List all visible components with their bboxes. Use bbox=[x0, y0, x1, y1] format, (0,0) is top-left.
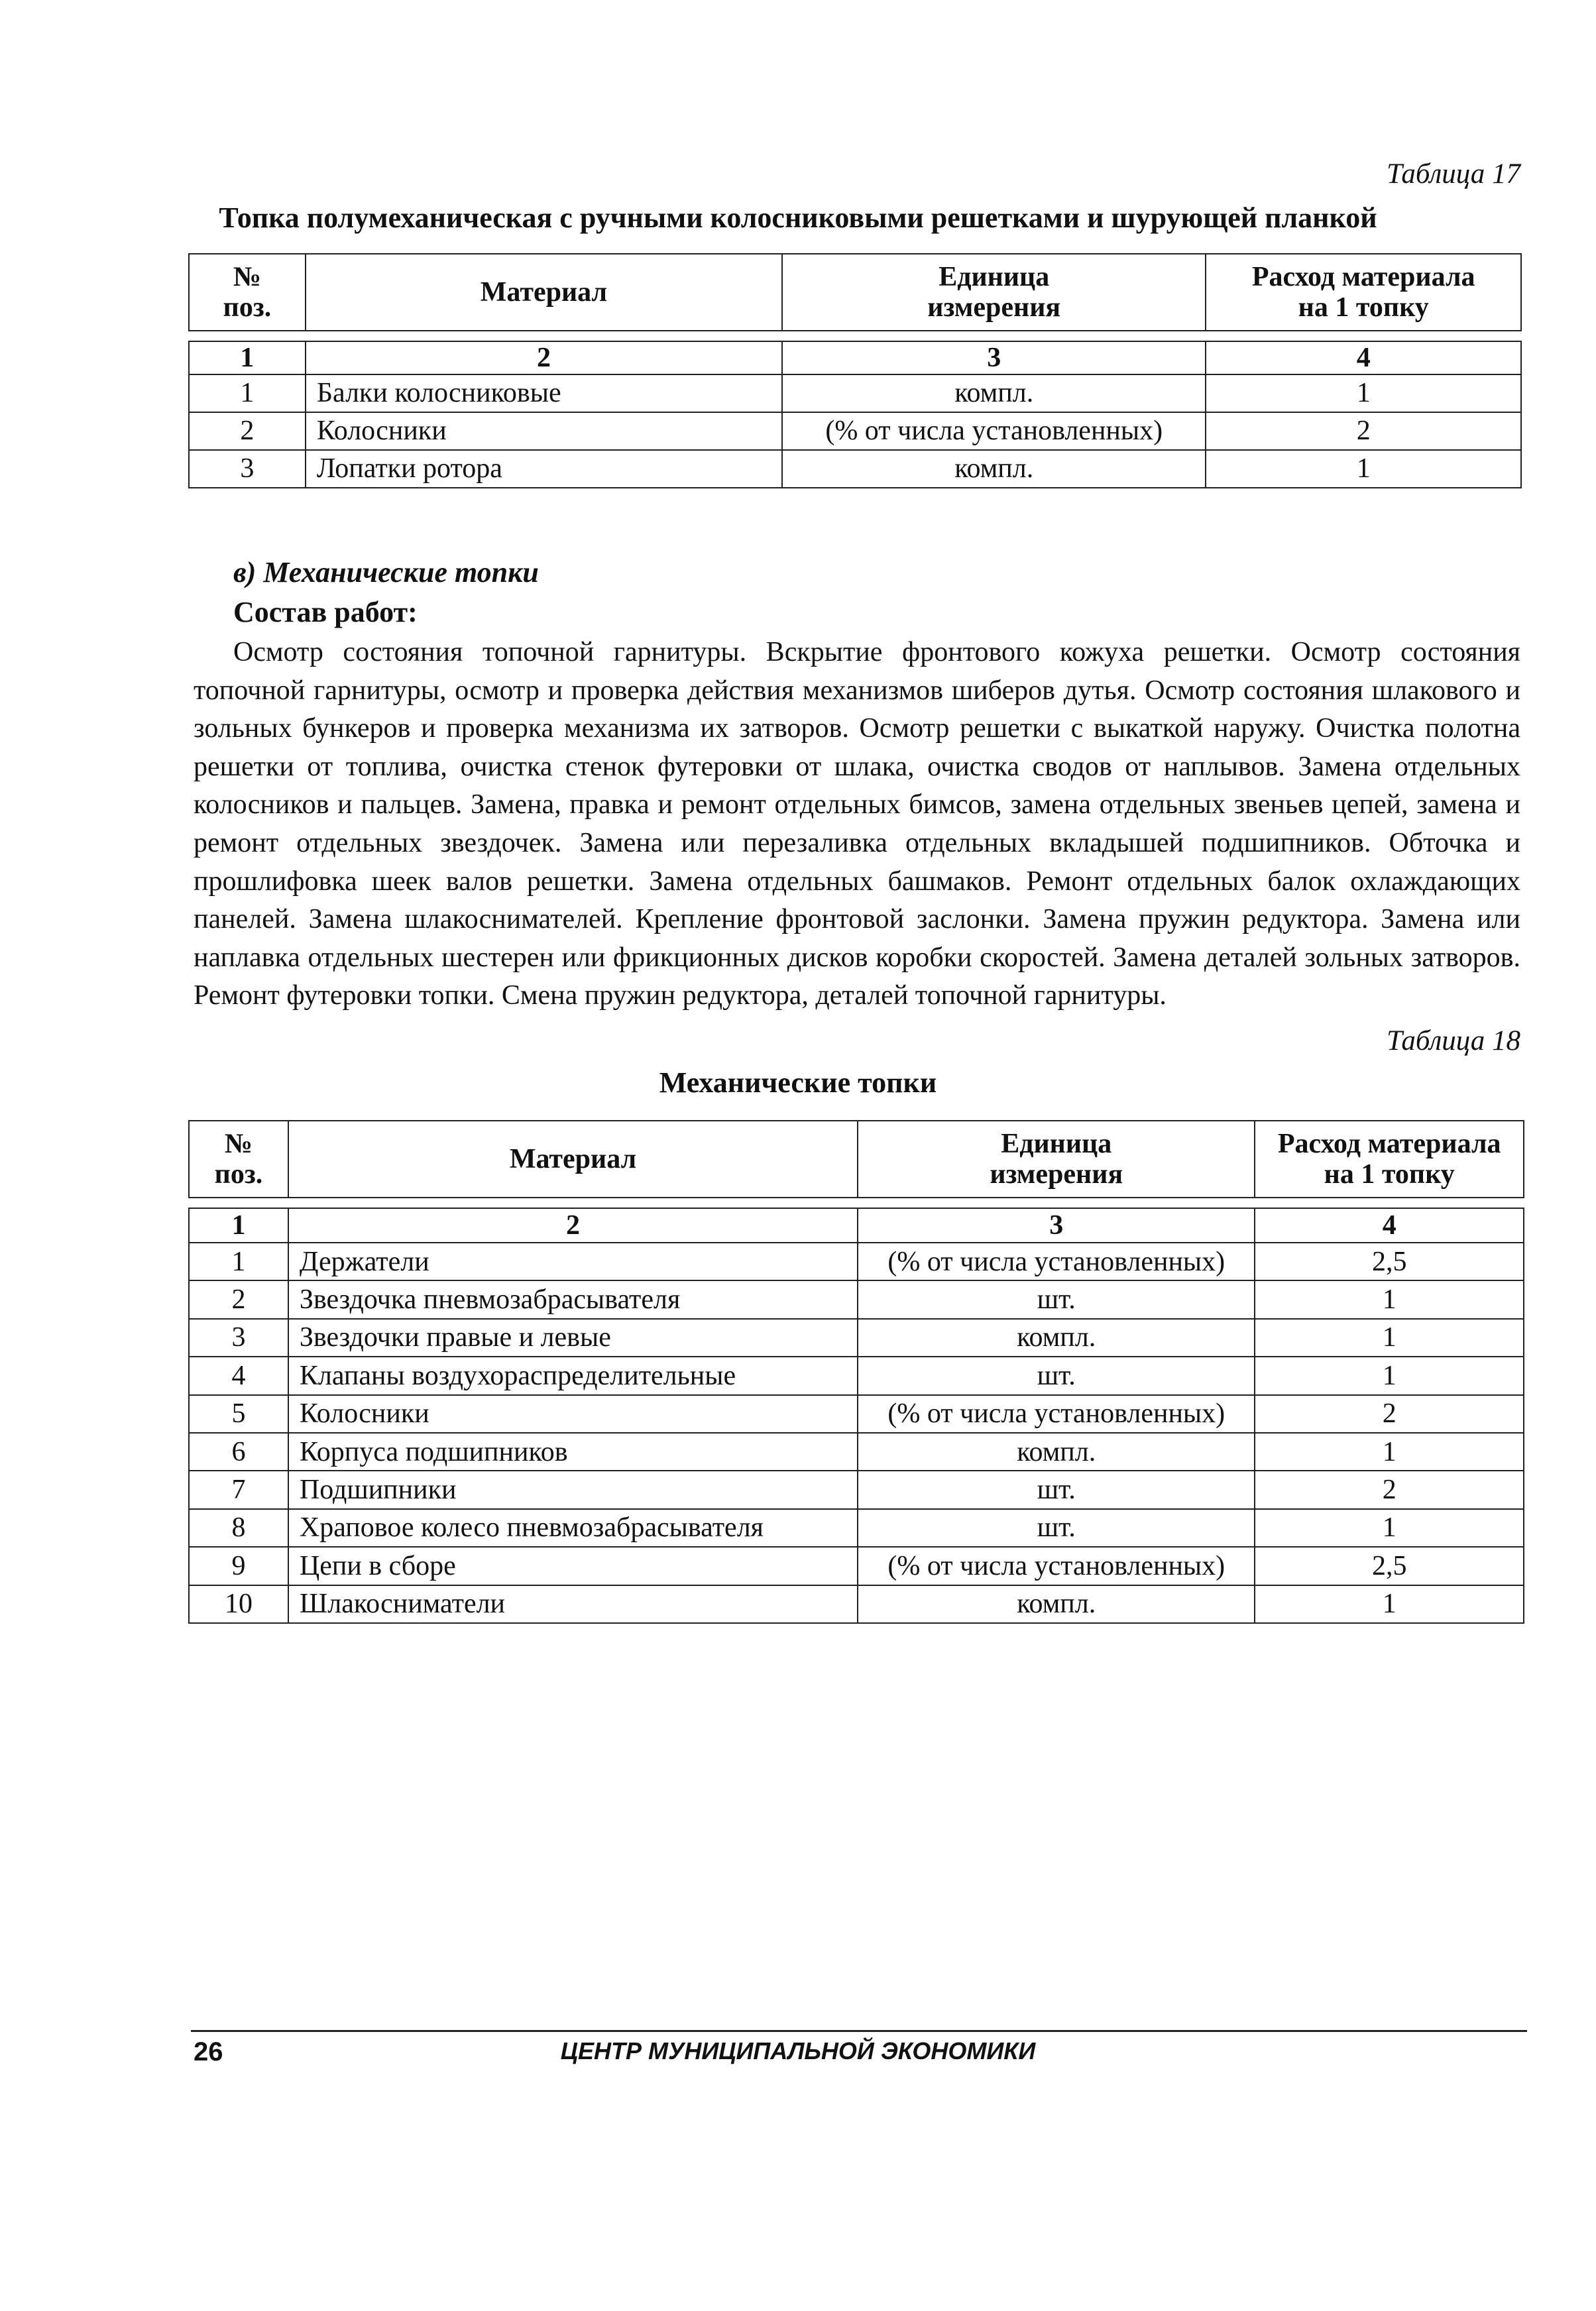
header-cell: № поз. bbox=[189, 254, 306, 331]
column-number: 1 bbox=[189, 341, 306, 374]
position-cell: 2 bbox=[189, 412, 306, 450]
consumption-cell: 1 bbox=[1255, 1585, 1524, 1623]
column-number: 2 bbox=[306, 341, 782, 374]
position-cell: 10 bbox=[189, 1585, 288, 1623]
column-number-row bbox=[189, 341, 1521, 374]
column-number: 4 bbox=[1206, 341, 1521, 374]
position-cell: 6 bbox=[189, 1433, 288, 1471]
consumption-cell: 2 bbox=[1206, 412, 1521, 450]
header-cell: Материал bbox=[306, 254, 782, 331]
table-row bbox=[189, 450, 1521, 488]
position-cell: 5 bbox=[189, 1395, 288, 1433]
consumption-cell: 1 bbox=[1206, 450, 1521, 488]
table-row bbox=[189, 1280, 1524, 1318]
table-row bbox=[189, 1509, 1524, 1547]
material-cell: Лопатки ротора bbox=[306, 450, 782, 488]
table-row bbox=[189, 374, 1521, 412]
position-cell: 3 bbox=[189, 450, 306, 488]
footer-title: ЦЕНТР МУНИЦИПАЛЬНОЙ ЭКОНОМИКИ bbox=[560, 2037, 1036, 2064]
page-number: 26 bbox=[194, 2037, 223, 2066]
material-cell: Держатели bbox=[288, 1243, 858, 1280]
unit-cell: (% от числа установленных) bbox=[858, 1547, 1255, 1585]
consumption-cell: 2 bbox=[1255, 1395, 1524, 1433]
table-row bbox=[189, 1547, 1524, 1585]
table-row bbox=[189, 1395, 1524, 1433]
header-cell: Расход материала на 1 топку bbox=[1255, 1121, 1524, 1198]
consumption-cell: 1 bbox=[1255, 1433, 1524, 1471]
unit-cell: шт. bbox=[858, 1509, 1255, 1547]
material-cell: Храповое колесо пневмозабрасывателя bbox=[288, 1509, 858, 1547]
position-cell: 3 bbox=[189, 1319, 288, 1357]
consumption-cell: 2 bbox=[1255, 1471, 1524, 1508]
table-header-row bbox=[189, 254, 1521, 331]
table-18 bbox=[188, 1120, 1524, 1624]
table-row bbox=[189, 412, 1521, 450]
section-body: Осмотр состояния топочной гарнитуры. Вскрытие фронтового кожуха решетки. Осмотр состояния топочной гарнитуры, осмотр и проверка действия механизмов шиберов дутья. Осмотр состояния шлакового и зольных бункеров и проверка механизма их затворов. Осмотр решетки с выкаткой наружу. Очистка полотна решетки от топлива, очистка стенок футеровки от шлака, очистка сводов от наплывов. Замена отдельных колосников и пальцев. Замена, правка и ремонт отдельных бимсов, замена отдельных звеньев цепей, замена и ремонт отдельных звездочек. Замена или перезаливка отдельных вкладышей подшипников. Обточка и прошлифовка шеек валов решетки. Замена отдельных башмаков. Ремонт отдельных балок охлаждающих панелей. Замена шлакоснимателей. Крепление фронтовой заслонки. Замена пружин редуктора. Замена или наплавка отдельных шестерен или фрикционных дисков коробки скоростей. Замена деталей зольных затворов. Ремонт футеровки топки. Смена пружин редуктора, деталей топочной гарнитуры. bbox=[194, 637, 1520, 1011]
unit-cell: (% от числа установленных) bbox=[858, 1243, 1255, 1280]
consumption-cell: 1 bbox=[1206, 374, 1521, 412]
header-cell: Единица измерения bbox=[782, 254, 1206, 331]
position-cell: 2 bbox=[189, 1280, 288, 1318]
material-cell: Балки колосниковые bbox=[306, 374, 782, 412]
column-number: 3 bbox=[858, 1208, 1255, 1243]
position-cell: 8 bbox=[189, 1509, 288, 1547]
position-cell: 9 bbox=[189, 1547, 288, 1585]
table-row bbox=[189, 1243, 1524, 1280]
consumption-cell: 1 bbox=[1255, 1509, 1524, 1547]
material-cell: Корпуса подшипников bbox=[288, 1433, 858, 1471]
material-cell: Звездочки правые и левые bbox=[288, 1319, 858, 1357]
table-row bbox=[189, 1471, 1524, 1508]
unit-cell: компл. bbox=[782, 450, 1206, 488]
table-row bbox=[189, 1433, 1524, 1471]
header-cell: Единица измерения bbox=[858, 1121, 1255, 1198]
table-17 bbox=[188, 253, 1522, 488]
unit-cell: (% от числа установленных) bbox=[782, 412, 1206, 450]
material-cell: Звездочка пневмозабрасывателя bbox=[288, 1280, 858, 1318]
material-cell: Подшипники bbox=[288, 1471, 858, 1508]
table-row bbox=[189, 1585, 1524, 1623]
column-number: 3 bbox=[782, 341, 1206, 374]
unit-cell: шт. bbox=[858, 1280, 1255, 1318]
column-number: 1 bbox=[189, 1208, 288, 1243]
table-18-caption: Таблица 18 bbox=[1387, 1025, 1520, 1056]
material-cell: Шлакосниматели bbox=[288, 1585, 858, 1623]
column-number: 2 bbox=[288, 1208, 858, 1243]
consumption-cell: 2,5 bbox=[1255, 1547, 1524, 1585]
unit-cell: компл. bbox=[858, 1433, 1255, 1471]
table-17-title: Топка полумеханическая с ручными колосниковыми решетками и шурующей планкой bbox=[219, 201, 1377, 234]
table-18-body bbox=[189, 1243, 1524, 1623]
table-header-row bbox=[189, 1121, 1524, 1198]
section-subheading: Состав работ: bbox=[233, 596, 418, 628]
header-cell: Расход материала на 1 топку bbox=[1206, 254, 1521, 331]
unit-cell: шт. bbox=[858, 1471, 1255, 1508]
column-number: 4 bbox=[1255, 1208, 1524, 1243]
footer-rule bbox=[191, 2030, 1527, 2032]
position-cell: 4 bbox=[189, 1357, 288, 1394]
header-cell: Материал bbox=[288, 1121, 858, 1198]
position-cell: 1 bbox=[189, 374, 306, 412]
consumption-cell: 2,5 bbox=[1255, 1243, 1524, 1280]
position-cell: 7 bbox=[189, 1471, 288, 1508]
table-17-caption: Таблица 17 bbox=[1387, 158, 1520, 190]
consumption-cell: 1 bbox=[1255, 1357, 1524, 1394]
material-cell: Колосники bbox=[288, 1395, 858, 1433]
unit-cell: компл. bbox=[782, 374, 1206, 412]
position-cell: 1 bbox=[189, 1243, 288, 1280]
unit-cell: (% от числа установленных) bbox=[858, 1395, 1255, 1433]
unit-cell: компл. bbox=[858, 1319, 1255, 1357]
consumption-cell: 1 bbox=[1255, 1280, 1524, 1318]
unit-cell: компл. bbox=[858, 1585, 1255, 1623]
unit-cell: шт. bbox=[858, 1357, 1255, 1394]
consumption-cell: 1 bbox=[1255, 1319, 1524, 1357]
material-cell: Клапаны воздухораспределительные bbox=[288, 1357, 858, 1394]
header-cell: № поз. bbox=[189, 1121, 288, 1198]
table-row bbox=[189, 1319, 1524, 1357]
material-cell: Цепи в сборе bbox=[288, 1547, 858, 1585]
table-row bbox=[189, 1357, 1524, 1394]
table-18-title: Механические топки bbox=[659, 1066, 937, 1099]
section-heading: в) Механические топки bbox=[233, 556, 539, 589]
column-number-row bbox=[189, 1208, 1524, 1243]
material-cell: Колосники bbox=[306, 412, 782, 450]
